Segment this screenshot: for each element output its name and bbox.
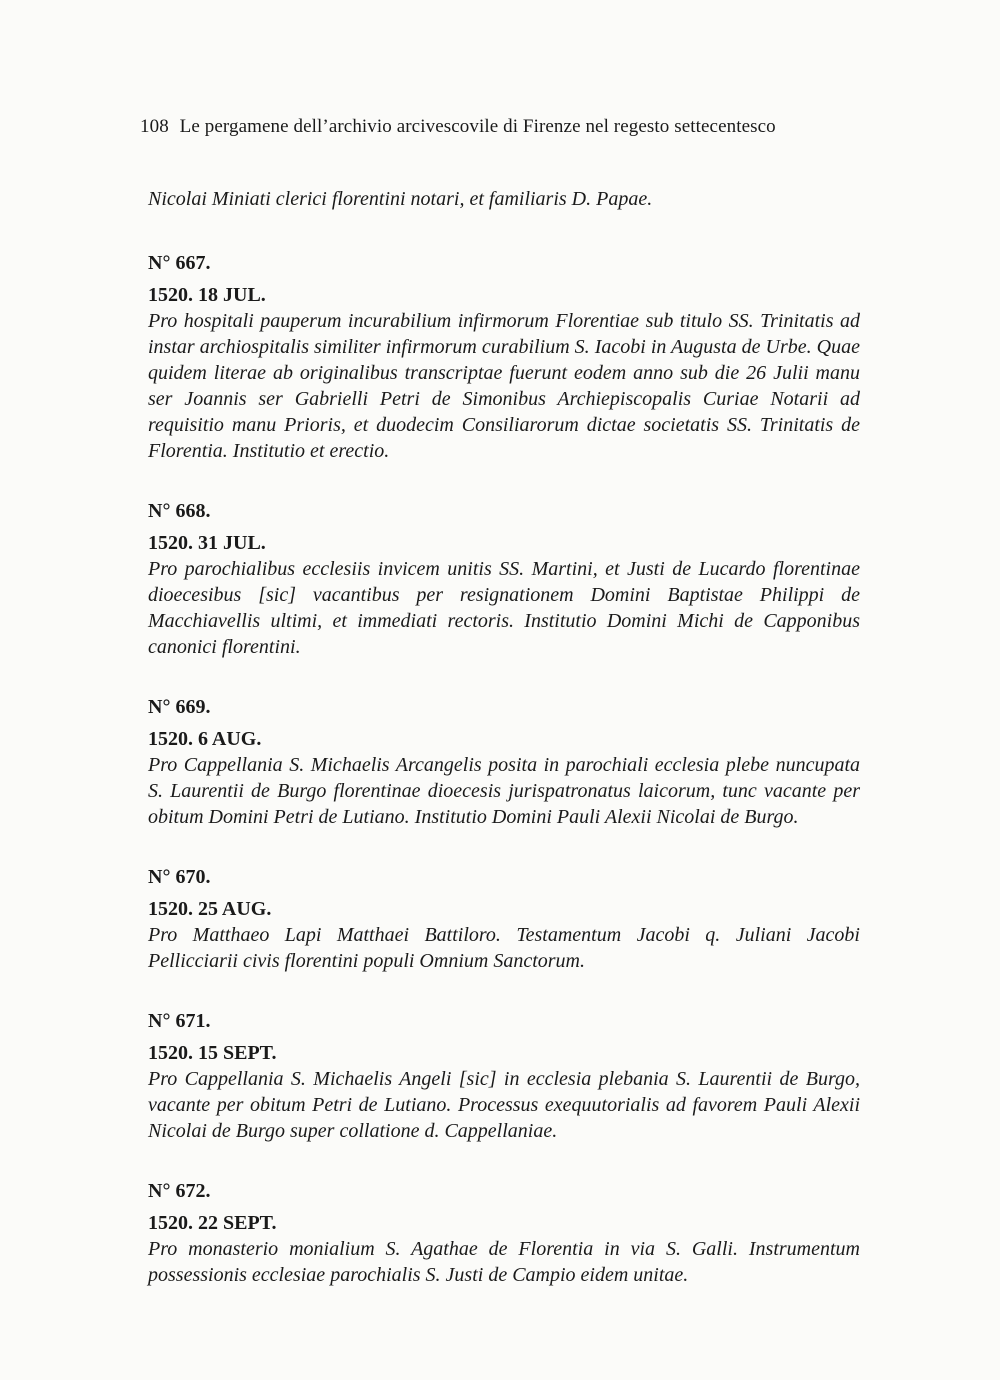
page-body <box>148 186 860 1322</box>
entry-667 <box>148 250 860 464</box>
entry-date: 1520. 22 SEPT. <box>148 1212 277 1234</box>
entry-text: Pro hospitali pauperum incurabilium infirmorum Florentiae sub titulo SS. Trinitatis ad instar archiospitalis similiter infirmorum curabilium S. Iacobi in Augusta de Urbe. Quae quidem literae ab originalibus transcriptae fuerunt eodem anno sub die 26 Julii manu ser Joannis ser Gabrielli Petri de Simonibus Archiepiscopalis Curiae Notarii ad requisitio manu Prioris, et duodecim Consiliarorum dictae societatis SS. Trinitatis de Florentia. Institutio et erectio. <box>148 310 860 462</box>
entry-670 <box>148 864 860 974</box>
entry-date: 1520. 31 JUL. <box>148 532 266 554</box>
entry-date: 1520. 6 AUG. <box>148 728 262 750</box>
entry-text: Pro Cappellania S. Michaelis Angeli [sic] in ecclesia plebania S. Laurentii de Burgo, vacante per obitum Petri de Lutiano. Processus exequutorialis ad favorem Pauli Alexii Nicolai de Burgo super collatione d. Cappellaniae. <box>148 1068 860 1142</box>
entry-number: N° 672. <box>148 1180 211 1202</box>
entry-text: Pro Cappellania S. Michaelis Arcangelis posita in parochiali ecclesia plebe nuncupata S. Laurentii de Burgo florentinae dioecesis jurispatronatus laicorum, tunc vacante per obitum Domini Petri de Lutiano. Institutio Domini Pauli Alexii Nicolai de Burgo. <box>148 754 860 828</box>
running-title: Le pergamene dell’archivio arcivescovile di Firenze nel regesto settecentesco <box>179 116 776 137</box>
entry-date: 1520. 25 AUG. <box>148 898 272 920</box>
entry-668 <box>148 498 860 660</box>
entry-671 <box>148 1008 860 1144</box>
page-number: 108 <box>140 116 169 137</box>
running-header <box>140 116 776 138</box>
entry-669 <box>148 694 860 830</box>
continuation-text: Nicolai Miniati clerici florentini notari, et familiaris D. Papae. <box>148 188 653 210</box>
entry-number: N° 671. <box>148 1010 211 1032</box>
entry-text: Pro monasterio monialium S. Agathae de Florentia in via S. Galli. Instrumentum possessionis ecclesiae parochialis S. Justi de Campio eidem unitae. <box>148 1238 860 1286</box>
entry-number: N° 667. <box>148 252 211 274</box>
entry-number: N° 670. <box>148 866 211 888</box>
entry-date: 1520. 18 JUL. <box>148 284 266 306</box>
entry-text: Pro parochialibus ecclesiis invicem unitis SS. Martini, et Justi de Lucardo florentinae dioecesibus [sic] vacantibus per resignationem Domini Baptistae Philippi de Macchiavellis ultimi, et immediati rectoris. Institutio Domini Michi de Capponibus canonici florentini. <box>148 558 860 658</box>
entry-number: N° 668. <box>148 500 211 522</box>
entry-672 <box>148 1178 860 1288</box>
entry-number: N° 669. <box>148 696 211 718</box>
entry-text: Pro Matthaeo Lapi Matthaei Battiloro. Testamentum Jacobi q. Juliani Jacobi Pellicciarii civis florentini populi Omnium Sanctorum. <box>148 924 860 972</box>
entry-date: 1520. 15 SEPT. <box>148 1042 277 1064</box>
